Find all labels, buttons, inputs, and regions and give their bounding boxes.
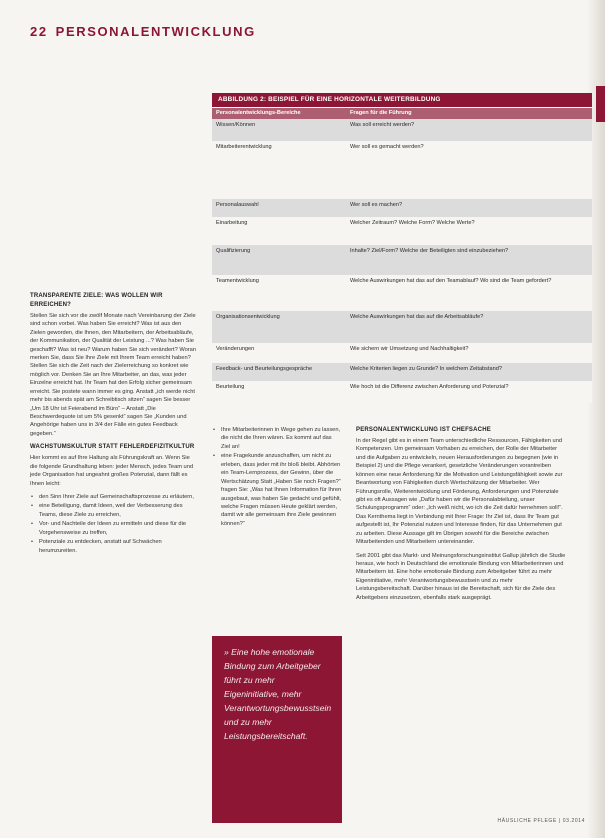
- right-column: [356, 426, 568, 607]
- table-row: [212, 363, 592, 381]
- list-item: • Potenziale zu entdecken, anstatt auf Schwächen herumzureiten.: [30, 538, 198, 555]
- figure-table: [212, 93, 592, 403]
- bullet-list: [212, 426, 342, 528]
- table-row: [212, 245, 592, 275]
- figure-col2-header: Fragen für die Führung: [350, 110, 412, 116]
- table-row: [212, 177, 592, 199]
- list-item: • Ihre Mitarbeiterinnen in Wege gehen zu lassen, die nicht die Ihren wären. Es kommt auf das Ziel an!: [212, 426, 342, 451]
- page-number: 22: [30, 24, 48, 39]
- row-area: Wissen/Können: [216, 122, 256, 128]
- row-question: Inhalte? Ziel/Form? Welche der Beteiligten sind einzubeziehen?: [350, 248, 509, 254]
- list-item: • den Sinn Ihrer Ziele auf Gemeinschaftsprozesse zu erläutern,: [30, 493, 198, 501]
- list-item: • Vor- und Nachteile der Ideen zu ermitteln und diese für die Vorgehensweise zu treffen,: [30, 520, 198, 537]
- row-question: Welche Kriterien liegen zu Grunde? In welchem Zeitabstand?: [350, 366, 502, 372]
- table-row: [212, 311, 592, 343]
- bullet-list: [30, 493, 198, 555]
- list-item: • eine Fragekunde anzuschaffen, um nicht zu erleben, dass jeder mit ihr bloß bleibt. Abhörten ein Team-Lernprozess, der Gewinn, über die Wertschätzung Statt „Haben Sie noch Fragen?“ fragen Sie: „Was hat Ihnen Information für Ihren ausgebaut, was haben Sie gedacht und gefühlt, welche Fragen müssen Heute geklärt werden, damit wir alle gemeinsam ihre Ziele gewinnen können?“: [212, 452, 342, 528]
- row-question: Welche Auswirkungen hat das auf den Teamablauf? Wo sind die Team gefordert?: [350, 278, 552, 284]
- row-area: Feedback- und Beurteilungsgespräche: [216, 366, 313, 372]
- row-area: Beurteilung: [216, 384, 245, 390]
- table-row: [212, 199, 592, 217]
- heading-transparent-goals: TRANSPARENTE ZIELE: WAS WOLLEN WIR ERREICHEN?: [30, 293, 163, 308]
- row-question: Wer soll es gemacht werden?: [350, 144, 424, 150]
- table-row: [212, 217, 592, 245]
- heading-personnel-development: PERSONALENTWICKLUNG IST CHEFSACHE: [356, 427, 491, 433]
- row-area: [212, 177, 346, 199]
- row-question: [346, 177, 592, 199]
- row-question: Wie sichern wir Umsetzung und Nachhaltigkeit?: [350, 346, 469, 352]
- section-tab-marker: [596, 86, 605, 122]
- row-question: Wie hoch ist die Differenz zwischen Anforderung und Potenzial?: [350, 384, 509, 390]
- body-paragraph: Stellen Sie sich vor die zwölf Monate nach Vereinbarung der Ziele sind schon vorbei. Was haben Sie erreicht? Was ist aus den Zielen geworden, die Ihnen, den Mitarbeitern, der Arbeitsabläufe, der Kommunikation, der Qualität der Leistung ...? Was haben Sie geschafft? Was ist neu? Warum haben Sie sich verändert? Woran merken Sie, dass Sie Ihre Ziele mit Ihrem Team erreicht haben? Stellen Sie sich die Zeit nach der Zielerreichung so konkret wie möglich vor. Denken Sie an Ihre Mitarbeiter, an das, was jeder Einzelne erreicht hat. Ihr Team hat den Erfolg sicher gemeinsam erreicht. Sie postete wann immer es ging. Anstatt „ich werde nicht mehr bis abends spät am Schreibtisch sitzen“ sagen Sie besser „Um 18 Uhr ist Feierabend im Büro“ – Anstatt „Die Beschwerdequote ist um 5% gesenkt“ sagen Sie „Kunden und Angehörige haben uns in 3/4 der Fälle ein gutes Feedback gegeben.“: [30, 312, 196, 437]
- table-row: [212, 381, 592, 403]
- row-question: Wer soll es machen?: [350, 202, 403, 208]
- figure-header-row: [212, 107, 592, 119]
- section-title: PERSONALENTWICKLUNG: [55, 24, 256, 39]
- row-area: Mitarbeiterentwicklung: [216, 144, 272, 150]
- left-column: [30, 292, 198, 556]
- page-footer: HÄUSLICHE PFLEGE | 03.2014: [497, 818, 585, 824]
- row-area: Personalauswahl: [216, 202, 259, 208]
- body-paragraph: Hier kommt es auf Ihre Haltung als Führungskraft an. Wenn Sie die folgende Grundhaltung leben: jeder Mensch, jedes Team und jede Organisation hat ungeahnt großes Potenzial, dann fällt es Ihnen leicht:: [30, 455, 194, 487]
- row-area: Teamentwicklung: [216, 278, 259, 284]
- list-item: • eine Beteiligung, damit Ideen, weil der Verbesserung des Teams, diese Ziele zu erreichen,: [30, 502, 198, 519]
- body-paragraph: Seit 2001 gibt das Markt- und Meinungsforschungsinstitut Gallup jährlich die Studie heraus, wie hoch in Deutschland die emotionale Bindung von Mitarbeiterinnen und Mitarbeitern ist. Eine hohe emotionale Bindung zum Arbeitgeber führt zu mehr Eigeninitiative, mehr Verantwortungsbewusstsein und zu mehr Leistungsbereitschaft. Darüber hinaus ist die Bereitschaft, sich für die Ziele des Arbeitgebers einzusetzen, ebenfalls stark ausgeprägt.: [356, 552, 566, 601]
- heading-growth-culture: WACHSTUMSKULTUR STATT FEHLERDEFIZITKULTUR: [30, 444, 195, 451]
- table-row: [212, 343, 592, 363]
- figure-title: ABBILDUNG 2: BEISPIEL FÜR EINE HORIZONTALE WEITERBILDUNG: [212, 93, 592, 107]
- row-area: Veränderungen: [216, 346, 255, 352]
- row-question: Welche Auswirkungen hat das auf die Arbeitsabläufe?: [350, 314, 484, 320]
- page-header: [30, 24, 256, 39]
- body-paragraph: In der Regel gibt es in einem Team unterschiedliche Ressourcen, Fähigkeiten und Kompetenzen. Um gemeinsam Vorhaben zu erreichen, der Rolle der Mitarbeiter und die Aufgaben zu entwickeln, neuen Herausforderungen zu begegnen (wie in Beispiel 2) und die Pflege verankert, gesetzliche Veränderungen vorantreiben können eine neue Anforderung für die Motivation und Leistungsfähigkeit sowie zur Beantwortung von Fähigkeiten durch Wertschätzung der Mitarbeiter. Wer Führungsrolle, Weiterentwicklung und Förderung, Anforderungen und Potenziale gibt es oft Aussagen wie „Dafür haben wir die Personalabteilung, unser Schulungsprogramm“ oder: „Ich weiß nicht, wo ich die Zeit dafür hernehmen soll!“. Das Kernthema liegt in Verbindung mit Ihrer Frage: Ihr Ziel ist, dass Ihr Team gut aufgestellt ist, Ihr Potenzial nutzen und Interesse finden, für das Unternehmen gut zu arbeiten. Diese Aussage gilt im Übrigen sowohl für die Bereiche zwischen Mitarbeitenden und Mitarbeitern untereinander.: [356, 437, 563, 546]
- table-row: [212, 275, 592, 311]
- row-area: Organisationsentwicklung: [216, 314, 280, 320]
- table-row: [212, 119, 592, 141]
- row-area: Qualifizierung: [216, 248, 251, 254]
- row-area: Einarbeitung: [216, 220, 248, 226]
- row-question: Was soll erreicht werden?: [350, 122, 415, 128]
- row-question: Welcher Zeitraum? Welche Form? Welche Werte?: [350, 220, 475, 226]
- figure-col1-header: Personalentwicklungs-Bereiche: [216, 110, 301, 116]
- table-row: [212, 141, 592, 177]
- pull-quote-text: » Eine hohe emotionale Bindung zum Arbeitgeber führt zu mehr Eigeninitiative, mehr Verantwortungsbewusstsein und zu mehr Leistungsbereitschaft.: [224, 647, 332, 741]
- pull-quote: [212, 636, 342, 823]
- middle-column: [212, 426, 342, 529]
